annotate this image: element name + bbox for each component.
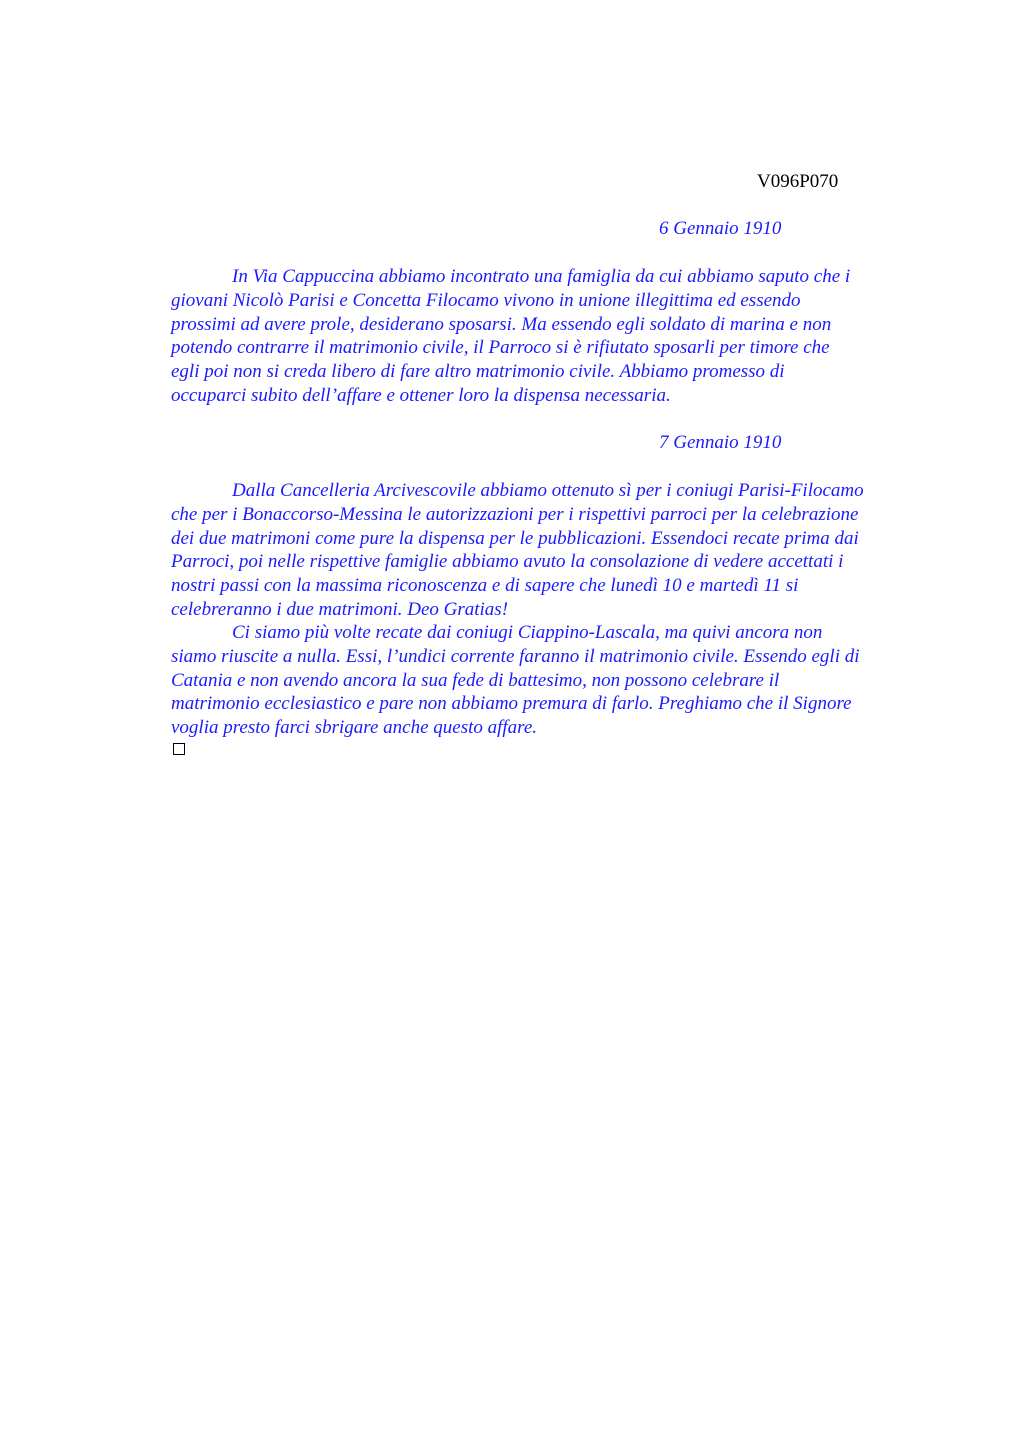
page-code: V096P070: [757, 171, 839, 192]
entry-2-paragraph-2: Ci siamo più volte recate dai coniugi Ciappino-Lascala, ma quivi ancora non siamo riuscite a nulla. Essi, l’undici corrente faranno il matrimonio civile. Essendo egli di Catania e non avendo ancora la sua fede di battesimo, non possono celebrare il matrimonio ecclesiastico e pare non abbiamo premura di farlo. Preghiamo che il Signore voglia presto farci sbrigare anche questo affare.: [171, 622, 860, 738]
entry-date-2: 7 Gennaio 1910: [659, 432, 782, 453]
entry-date-1: 6 Gennaio 1910: [659, 218, 782, 239]
end-of-page-square-icon: [173, 743, 185, 755]
entry-1-paragraph-1: In Via Cappuccina abbiamo incontrato una famiglia da cui abbiamo saputo che i giovani Nicolò Parisi e Concetta Filocamo vivono in unione illegittima ed essendo prossimi ad avere prole, desiderano sposarsi. Ma essendo egli soldato di marina e non potendo contrarre il matrimonio civile, il Parroco si è rifiutato sposarli per timore che egli poi non si creda libero di fare altro matrimonio civile. Abbiamo promesso di occuparci subito dell’affare e ottener loro la dispensa necessaria.: [171, 266, 851, 406]
entry-2-paragraph-1: Dalla Cancelleria Arcivescovile abbiamo ottenuto sì per i coniugi Parisi-Filocamo che per i Bonaccorso-Messina le autorizzazioni per i rispettivi parroci per la celebrazione dei due matrimoni come pure la dispensa per le pubblicazioni. Essendoci recate prima dai Parroci, poi nelle rispettive famiglie abbiamo avuto la consolazione di vedere accettati i nostri passi con la massima riconoscenza e di sapere che lunedì 10 e martedì 11 si celebreranno i due matrimoni. Deo Gratias!: [171, 480, 864, 620]
